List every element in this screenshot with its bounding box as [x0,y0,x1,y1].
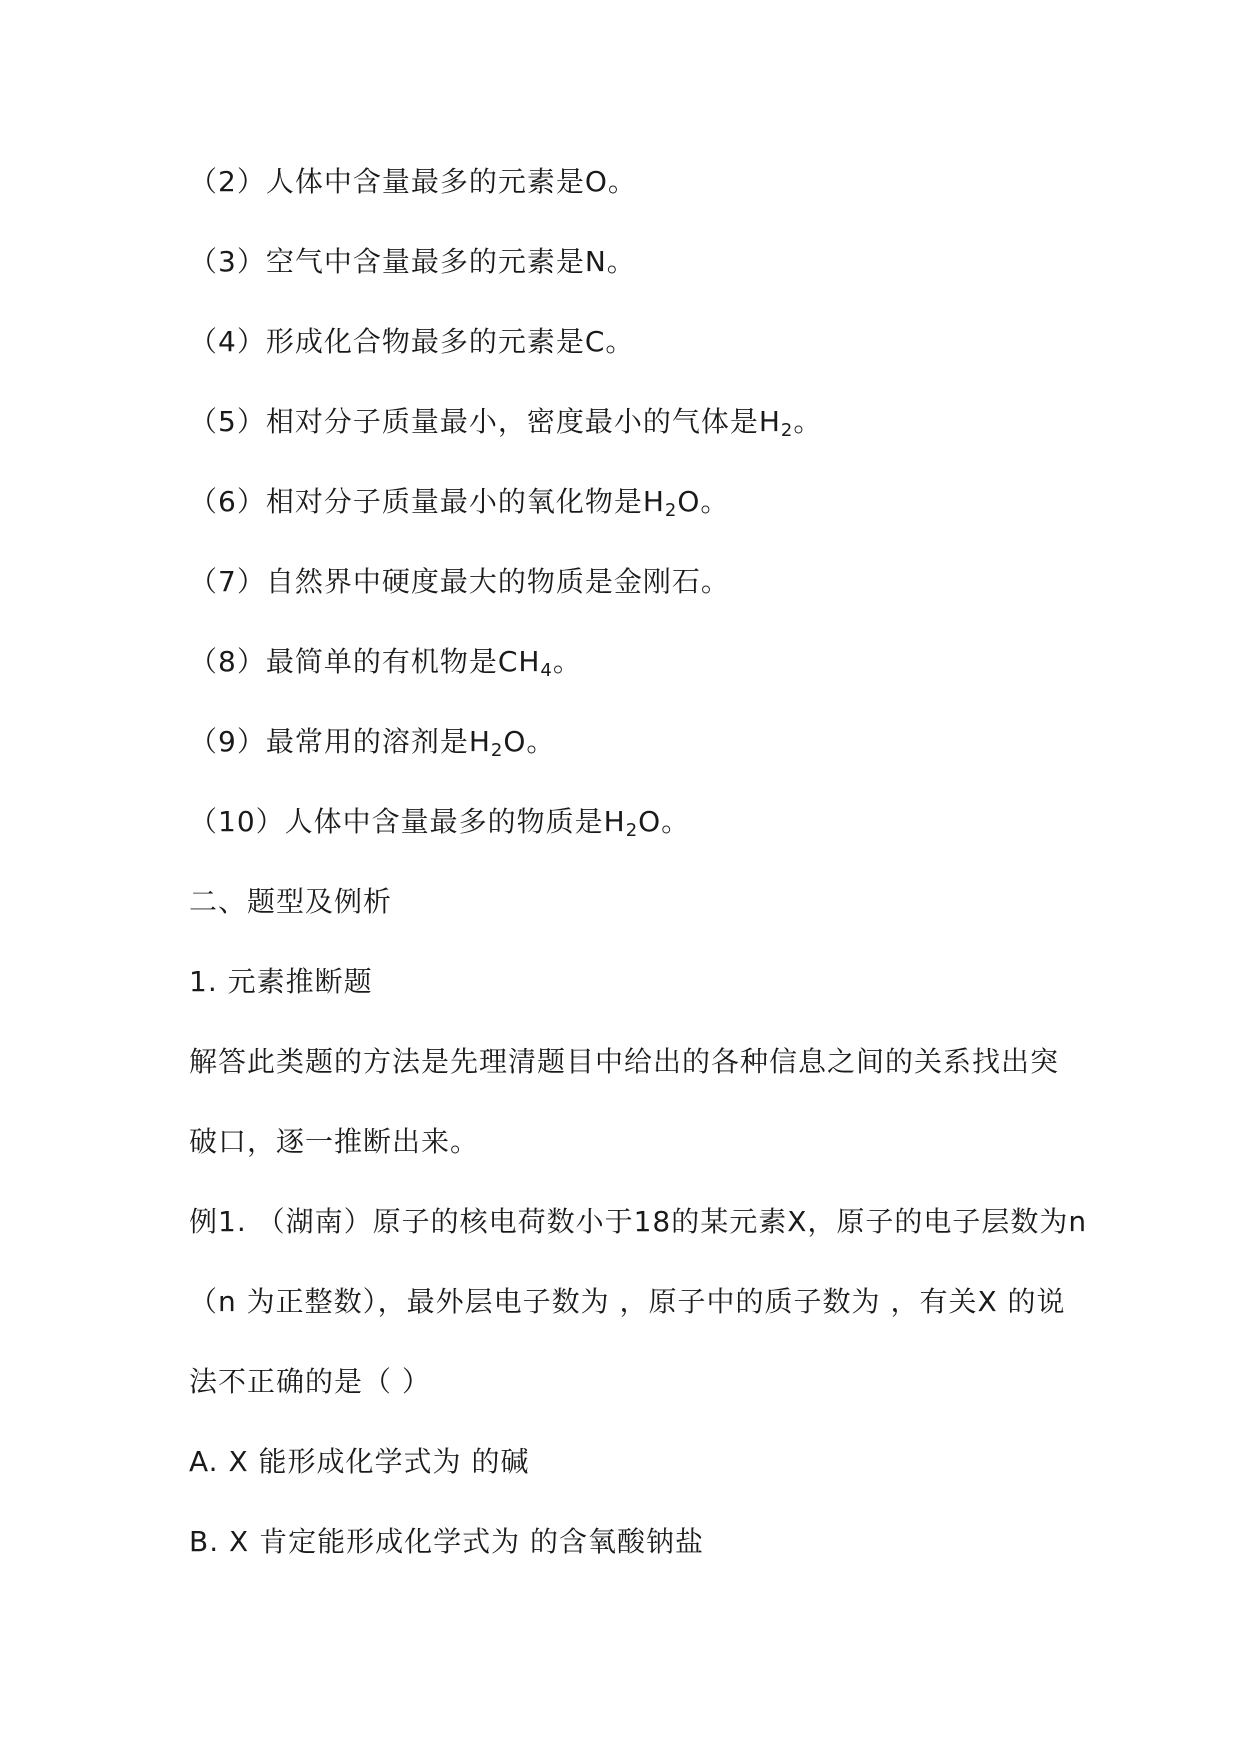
text-line: （10）人体中含量最多的物质是$H_2O$。 [189,805,691,841]
text-line: 解答此类题的方法是先理清题目中给出的各种信息之间的关系找出突 [189,1045,1060,1078]
example-line: 法不正确的是（ ） [189,1365,431,1398]
text-line: （4）形成化合物最多的元素是C。 [189,325,635,358]
text-line: （3）空气中含量最多的元素是N。 [189,245,636,278]
section-heading: 二、题型及例析 [189,885,393,918]
text-line: （8）最简单的有机物是$CH_4$。 [189,645,582,681]
text-line: （2）人体中含量最多的元素是O。 [189,165,637,198]
example-line: （n 为正整数），最外层电子数为 ，原子中的质子数为 ，有关X 的说 [189,1285,1066,1318]
text-line: （7）自然界中硬度最大的物质是金刚石。 [189,565,730,598]
text-line: （9）最常用的溶剂是$H_2O$。 [189,725,556,761]
example-line: 例1. （湖南）原子的核电荷数小于18的某元素X，原子的电子层数为n [189,1205,1088,1238]
subsection-heading: 1. 元素推断题 [189,965,373,998]
option-b: B. X 肯定能形成化学式为 的含氧酸钠盐 [189,1525,704,1558]
text-line: （6）相对分子质量最小的氧化物是$H_2O$。 [189,485,730,521]
text-line: 破口，逐一推断出来。 [189,1125,480,1158]
option-a: A. X 能形成化学式为 的碱 [189,1445,530,1478]
text-line: （5）相对分子质量最小，密度最小的气体是$H_2$。 [189,405,823,441]
